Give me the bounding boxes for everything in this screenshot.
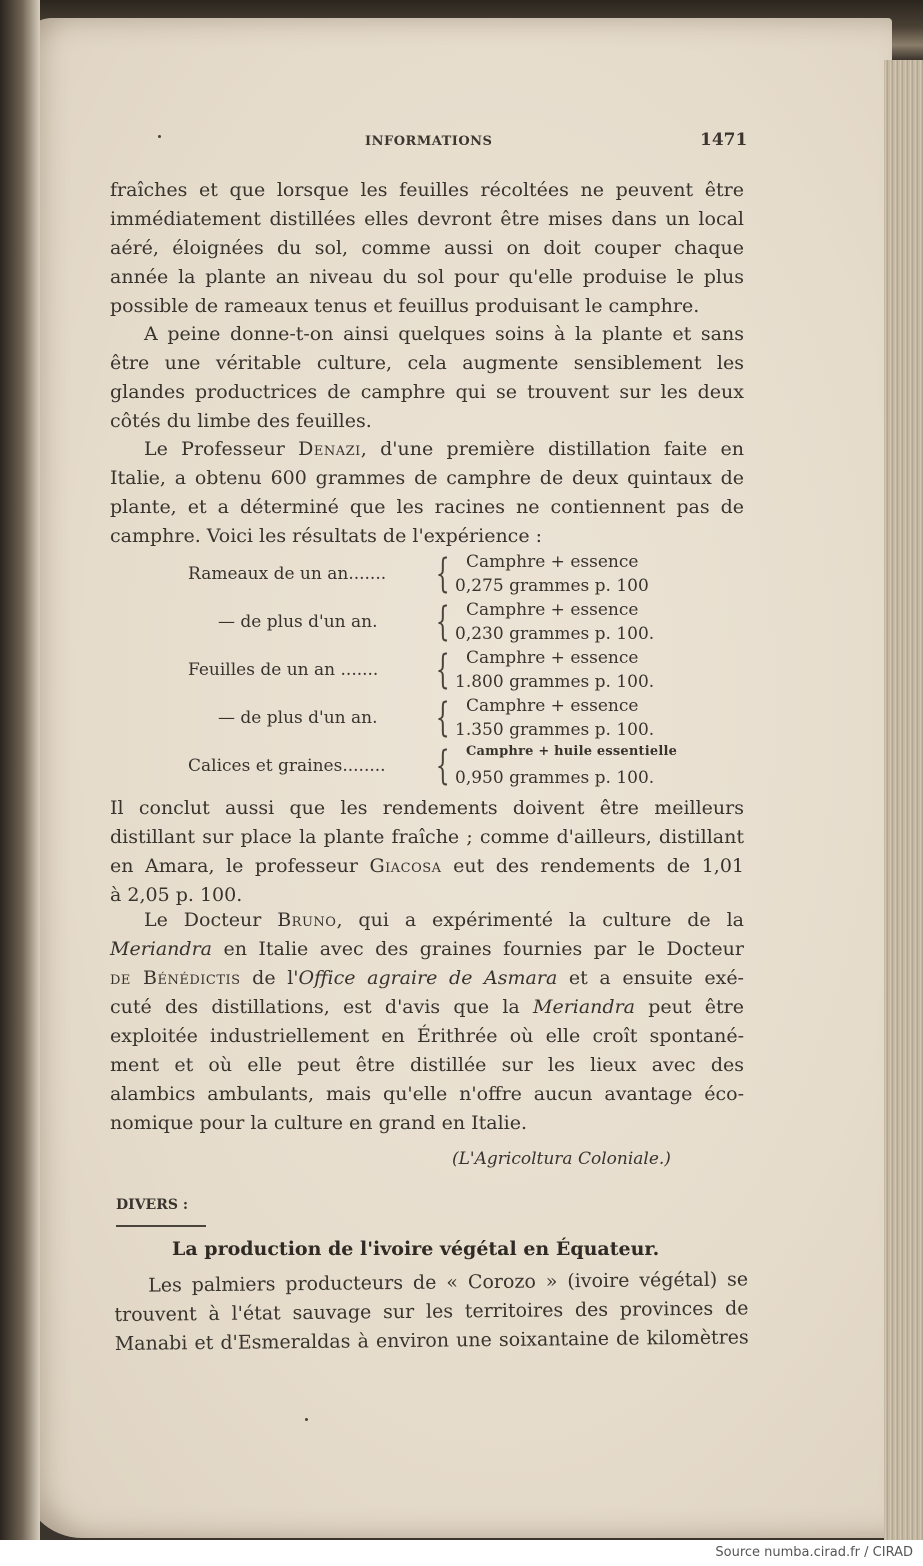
text-run: de l' bbox=[240, 967, 299, 989]
paragraph-5-line: ment et où elle peut être distillée sur les lieux avec des bbox=[110, 1054, 744, 1076]
paragraph-2-line: être une véritable culture, cela augmente sensiblement les bbox=[110, 352, 744, 374]
row-label: — de plus d'un an. bbox=[218, 612, 378, 632]
paragraph-1-line: possible de rameaux tenus et feuillus produisant le camphre. bbox=[110, 295, 700, 317]
brace-icon: { bbox=[435, 551, 450, 597]
table-row bbox=[110, 600, 750, 648]
paper-speck bbox=[305, 1418, 308, 1421]
paragraph-4-line: distillant sur place la plante fraîche ; comme d'ailleurs, distillant bbox=[110, 826, 744, 848]
paragraph-3-line bbox=[110, 435, 744, 464]
article-title: La production de l'ivoire végétal en Équateur. bbox=[172, 1238, 660, 1260]
paragraph-6-line: Les palmiers producteurs de « Corozo » (ivoire végétal) se bbox=[148, 1268, 749, 1297]
paragraph-5-line bbox=[110, 993, 744, 1022]
italic-run: Meriandra bbox=[110, 938, 212, 960]
paragraph-1-line: aéré, éloignées du sol, comme aussi on doit couper chaque bbox=[110, 237, 744, 259]
table-row bbox=[110, 648, 750, 696]
paragraph-2-line: côtés du limbe des feuilles. bbox=[110, 410, 372, 432]
text-run: cuté des distillations, est d'avis que la bbox=[110, 996, 533, 1018]
paragraph-3-line: camphre. Voici les résultats de l'expérience : bbox=[110, 525, 543, 547]
paragraph-2-line: A peine donne-t-on ainsi quelques soins à la plante et sans bbox=[144, 323, 744, 345]
paragraph-5-line: nomique pour la culture en grand en Italie. bbox=[110, 1112, 528, 1134]
paragraph-4-line bbox=[110, 852, 744, 881]
footer-source: Source numba.cirad.fr / CIRAD bbox=[715, 1545, 913, 1560]
section-label: DIVERS : bbox=[116, 1197, 189, 1213]
paragraph-2-line: glandes productrices de camphre qui se trouvent sur les deux bbox=[110, 381, 744, 403]
paper-speck bbox=[158, 135, 161, 138]
row-value-1: Camphre + essence bbox=[466, 600, 639, 620]
italic-run: Office agraire de Asmara bbox=[298, 967, 558, 989]
author-name: Giacosa bbox=[369, 855, 442, 877]
row-value-2: 0,275 grammes p. 100 bbox=[455, 576, 649, 596]
text-run: , qui a expérimenté la culture de la bbox=[336, 909, 744, 931]
table-row bbox=[110, 552, 750, 600]
italic-run: Meriandra bbox=[533, 996, 635, 1018]
row-value-1: Camphre + huile essentielle bbox=[466, 744, 678, 759]
paragraph-5-line bbox=[110, 964, 744, 993]
paragraph-2 bbox=[110, 320, 744, 436]
row-label: — de plus d'un an. bbox=[218, 708, 378, 728]
paragraph-3-line: Italie, a obtenu 600 grammes de camphre de deux quintaux de bbox=[110, 467, 744, 489]
table-row bbox=[110, 696, 750, 744]
row-label: Feuilles de un an ....... bbox=[188, 660, 379, 680]
row-value-1: Camphre + essence bbox=[466, 696, 639, 716]
text-run: eut des rendements de 1,01 bbox=[441, 855, 744, 877]
text-run: en Italie avec des graines fournies par le Docteur bbox=[212, 938, 744, 960]
source-citation: (L'Agricoltura Coloniale.) bbox=[452, 1149, 671, 1169]
footer-bar bbox=[0, 1540, 923, 1566]
row-value-2: 0,950 grammes p. 100. bbox=[455, 768, 655, 788]
results-table bbox=[110, 552, 750, 792]
row-value-2: 1.800 grammes p. 100. bbox=[455, 672, 655, 692]
row-value-1: Camphre + essence bbox=[466, 552, 639, 572]
table-row bbox=[110, 744, 750, 792]
paragraph-4-line: Il conclut aussi que les rendements doivent être meilleurs bbox=[110, 797, 744, 819]
paragraph-6 bbox=[114, 1265, 749, 1359]
paragraph-5 bbox=[110, 906, 744, 1138]
text-run: , d'une première distillation faite en bbox=[360, 438, 744, 460]
text-run: et a ensuite exé- bbox=[557, 967, 744, 989]
paragraph-4-line: à 2,05 p. 100. bbox=[110, 884, 243, 906]
row-value-1: Camphre + essence bbox=[466, 648, 639, 668]
brace-icon: { bbox=[435, 599, 450, 645]
text-run: peut être bbox=[635, 996, 744, 1018]
paragraph-3 bbox=[110, 435, 744, 551]
text-run: Le Docteur bbox=[144, 909, 278, 931]
brace-icon: { bbox=[435, 647, 450, 693]
paragraph-5-line bbox=[110, 935, 744, 964]
text-run: en Amara, le professeur bbox=[110, 855, 370, 877]
paragraph-6-line: Manabi et d'Esmeraldas à environ une soixantaine de kilomètres bbox=[114, 1326, 749, 1355]
page-number: 1471 bbox=[700, 130, 748, 150]
brace-icon: { bbox=[435, 695, 450, 741]
book-spine-shadow bbox=[0, 0, 40, 1540]
paragraph-4 bbox=[110, 794, 744, 910]
paragraph-3-line: plante, et a déterminé que les racines ne contiennent pas de bbox=[110, 496, 744, 518]
paragraph-5-line: exploitée industriellement en Érithrée où elle croît spontané- bbox=[110, 1025, 744, 1047]
text-run: Le Professeur bbox=[144, 438, 299, 460]
author-name: Denazi bbox=[298, 438, 361, 460]
paragraph-1-line: fraîches et que lorsque les feuilles récoltées ne peuvent être bbox=[110, 179, 744, 201]
row-label: Rameaux de un an....... bbox=[188, 564, 387, 584]
row-value-2: 1.350 grammes p. 100. bbox=[455, 720, 655, 740]
paragraph-1-line: immédiatement distillées elles devront être mises dans un local bbox=[110, 208, 744, 230]
row-value-2: 0,230 grammes p. 100. bbox=[455, 624, 655, 644]
author-name: Bruno bbox=[277, 909, 337, 931]
paragraph-5-line: alambics ambulants, mais qu'elle n'offre aucun avantage éco- bbox=[110, 1083, 744, 1105]
running-head: INFORMATIONS bbox=[365, 134, 493, 149]
paragraph-1 bbox=[110, 176, 744, 321]
paragraph-1-line: année la plante an niveau du sol pour qu'elle produise le plus bbox=[110, 266, 744, 288]
section-underline bbox=[116, 1225, 206, 1227]
paragraph-5-line bbox=[110, 906, 744, 935]
brace-icon: { bbox=[435, 743, 450, 789]
row-label: Calices et graines........ bbox=[188, 756, 386, 776]
author-name: de Bénédictis bbox=[110, 967, 241, 989]
page-stack-edge bbox=[884, 60, 923, 1540]
paragraph-6-line: trouvent à l'état sauvage sur les territoires des provinces de bbox=[114, 1297, 749, 1326]
